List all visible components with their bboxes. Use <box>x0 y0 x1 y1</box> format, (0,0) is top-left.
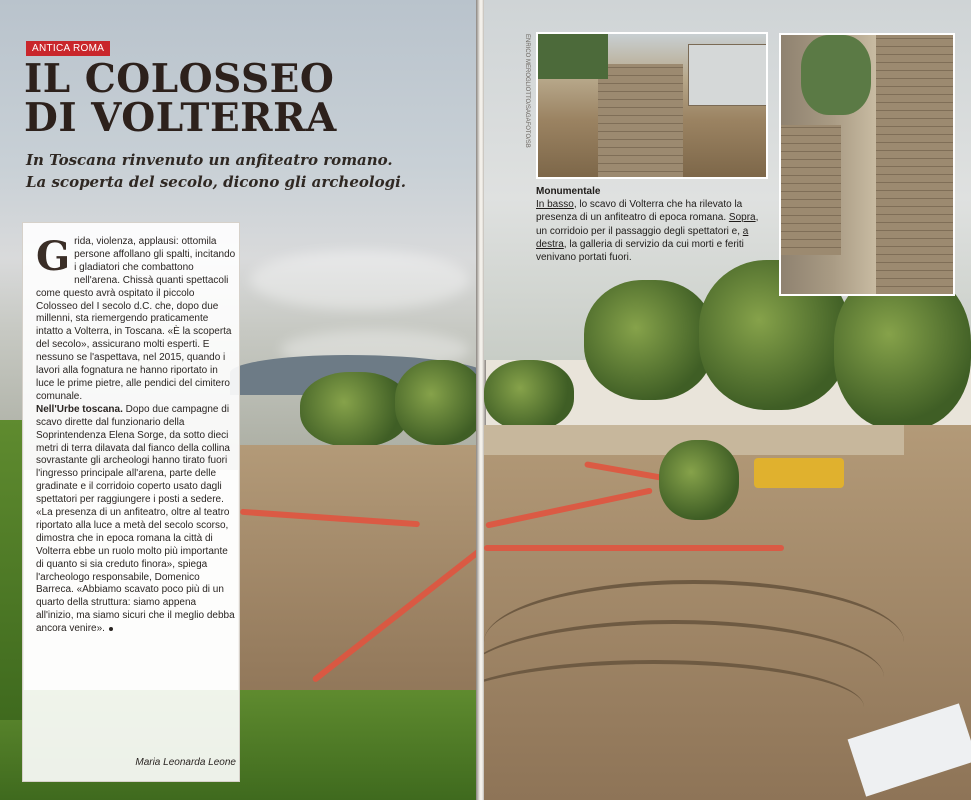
title-line-2: DI VOLTERRA <box>24 95 337 141</box>
article-paragraph-2 <box>36 404 236 507</box>
caption-text-2: , un corridoio per il passaggio degli spettatori e, <box>536 212 759 237</box>
article-body <box>36 233 236 636</box>
caption-text-3: , la galleria di servizio da cui morti e feriti venivano portati fuori. <box>536 238 744 264</box>
photo-credit: ENRICO MEROGLIOTTO/SAGAFOTO/SB <box>524 34 530 148</box>
service-gallery-photo <box>779 33 955 296</box>
article-subtitle <box>26 149 466 193</box>
corridor-photo <box>536 32 768 179</box>
article-paragraph-2-text: Dopo due campagne di scavo dirette dal funzionario della Soprintendenza Elena Sorge, da sotto dieci metri di terra dilavata dal fianco della collina sovrastante gli archeologi hanno tirato fuori l'ingresso principale all'arena, parte delle gradinate e il corridoio coperto usato dagli spettatori per raggiungere i posti a sedere. <box>36 403 230 506</box>
caption-ref-basso: In basso <box>536 199 574 211</box>
article-paragraph-3 <box>36 507 236 636</box>
stone-wall <box>781 125 841 255</box>
title-line-1: IL COLOSSEO <box>24 56 335 102</box>
tree-cluster <box>395 360 478 445</box>
author-byline: Maria Leonarda Leone <box>135 757 236 768</box>
caption-title: Monumentale <box>536 186 601 197</box>
excavator <box>754 458 844 488</box>
scaffold <box>688 44 768 106</box>
tree-cluster <box>584 280 714 400</box>
article-subhead: Nell'Urbe toscana. <box>36 403 123 415</box>
drop-cap: G <box>36 233 71 280</box>
left-page <box>0 0 478 800</box>
subtitle-line-2: La scoperta del secolo, dicono gli archeologi. <box>26 173 406 191</box>
article-paragraph-3-text: «La presenza di un anfiteatro, oltre al teatro riportato alla luce a metà del secolo scorso, dimostra che in epoca romana la città di Volterra ebbe un ruolo molto più importante di quanto si sia creduto finora», spiega l'archeologo responsabile, Domenico Barreca. «Abbiamo scavato poco più di un quarto della struttura: siamo appena all'inizio, ma siamo sicuri che il meglio debba ancora venire». <box>36 507 235 635</box>
tree-cluster <box>300 372 410 447</box>
tree-cluster <box>484 360 574 430</box>
cloud <box>250 250 470 310</box>
hillside-trees <box>538 34 608 79</box>
photo-caption <box>536 185 764 264</box>
caption-ref-destra: a destra <box>536 225 749 250</box>
section-badge: ANTICA ROMA <box>26 41 110 56</box>
safety-fence <box>484 545 784 551</box>
caption-ref-sopra: Sopra <box>728 212 756 224</box>
tree-canopy <box>801 35 871 115</box>
stone-wall <box>598 64 683 179</box>
tree <box>659 440 739 520</box>
subtitle-line-1: In Toscana rinvenuto un anfiteatro romano. <box>26 151 393 169</box>
stone-wall <box>876 35 953 294</box>
end-mark-icon <box>109 627 113 631</box>
article-paragraph-1: rida, violenza, applausi: ottomila persone affollano gli spalti, incitando i gladiatori che combattono nell'arena. Chissà quanti spettacoli come questo avrà ospitato il piccolo Colosseo del I secolo d.C. che, dopo due millenni, sta riemergendo praticamente intatto a Volterra, in Toscana. «È la scoperta del secolo», assicurano molti esperti. E nessuno se l'aspettava, nel 2015, quando i lavori alla fognatura ne hanno riportato in luce le prime pietre, alle pendici del cimitero comunale. <box>36 236 236 402</box>
caption-text <box>536 198 764 264</box>
caption-text-1: , lo scavo di Volterra che ha rilevato la presenza di un anfiteatro di epoca romana. <box>536 199 743 224</box>
grass-edge <box>0 420 24 720</box>
article-title <box>24 56 337 141</box>
